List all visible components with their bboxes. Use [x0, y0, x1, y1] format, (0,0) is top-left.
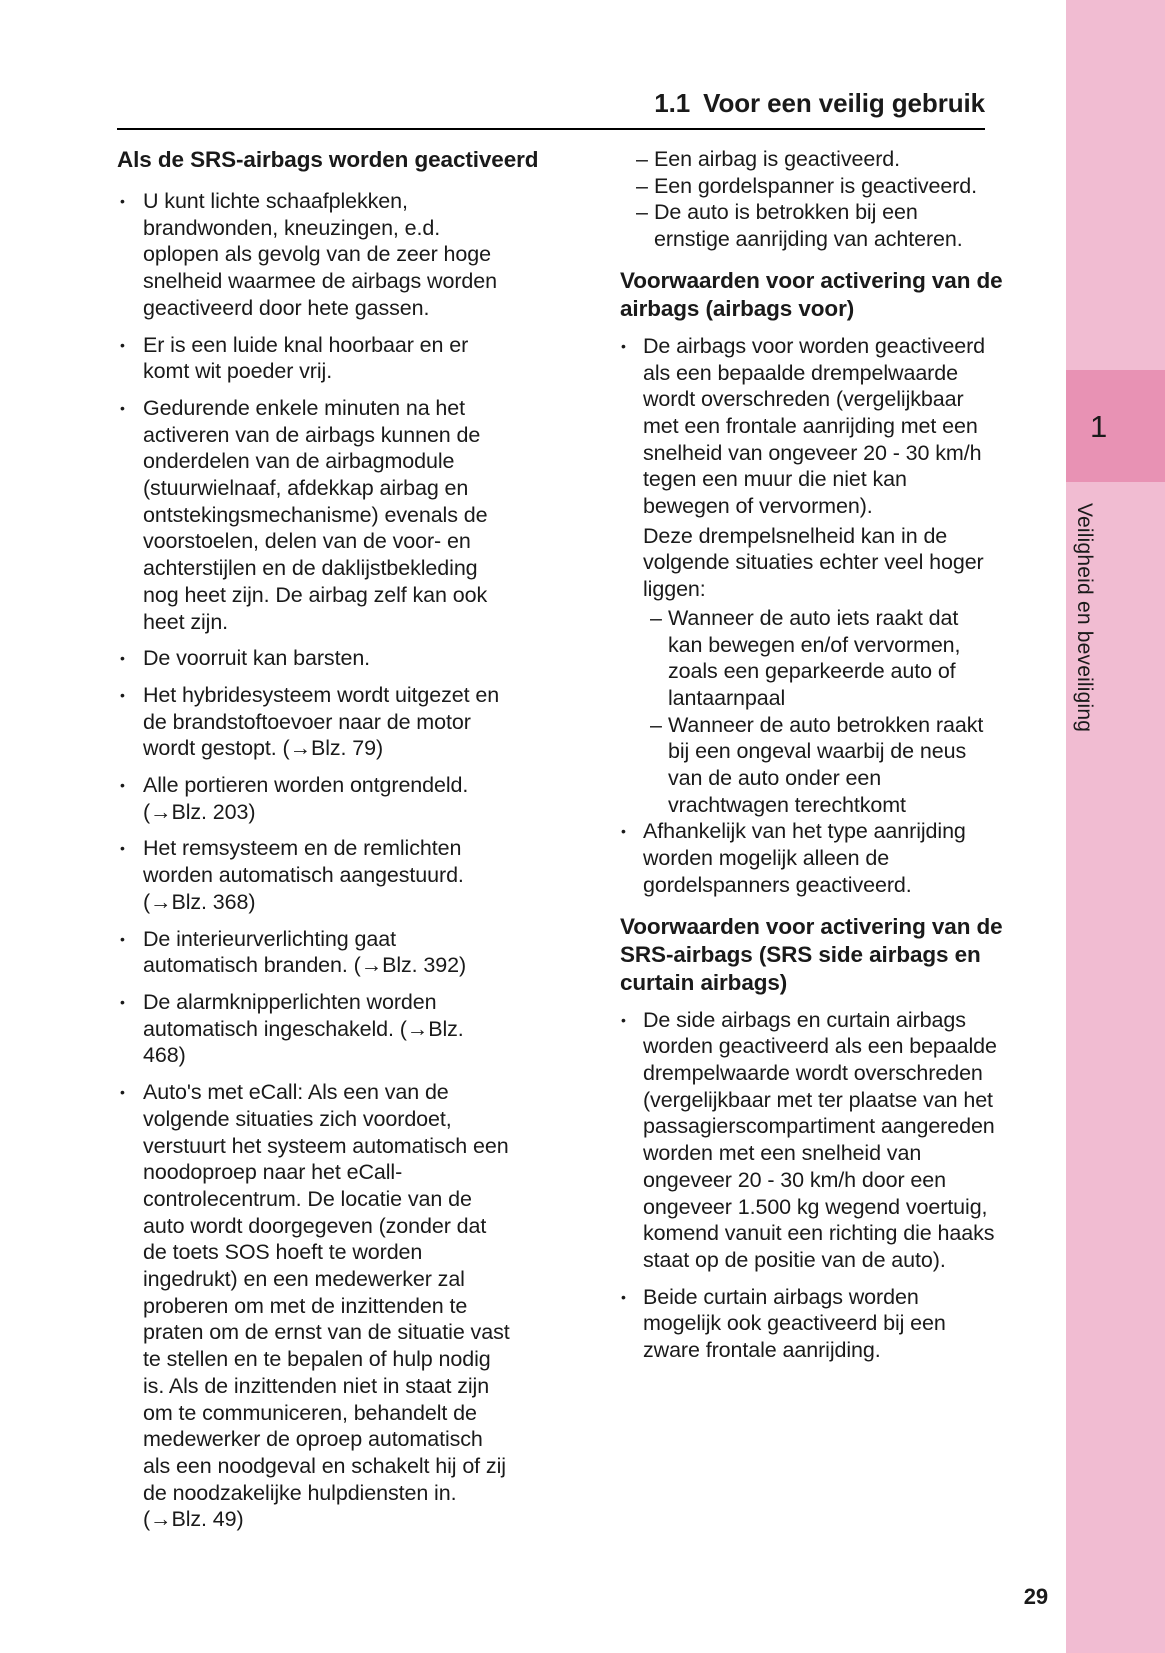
dash-icon: –: [636, 147, 648, 171]
dash-list: [636, 146, 997, 253]
bullet-list: [620, 818, 997, 898]
list-item: [636, 173, 997, 200]
bullet-list: [620, 1007, 997, 1364]
dash-icon: –: [650, 712, 662, 737]
bullet-icon: •: [621, 337, 626, 354]
bullet-list: [620, 333, 997, 520]
chapter-label: Veiligheid en beveiliging: [1073, 503, 1096, 733]
chapter-number: 1: [1090, 408, 1108, 444]
list-item-text: Het hybridesysteem wordt uitgezet en de brandstoftoevoer naar de motor wordt gestopt. (→Blz. 79): [143, 682, 500, 761]
list-item-text: Er is een luide knal hoorbaar en er komt wit poeder vrij.: [143, 332, 469, 384]
list-item-text: Auto's met eCall: Als een van de volgende situaties zich voordoet, verstuurt het systeem automatisch een noodoproep naar het eCall-controlecentrum. De locatie van de auto wordt doorgegeven (zonder dat de toets SOS hoeft te worden ingedrukt) en een medewerker zal proberen om met de inzittenden te praten om de ernst van de situatie vast te stellen en te bepalen of hulp nodig is. Als de inzittenden niet in staat zijn om te communiceren, behandelt de medewerker de oproep automatisch als een noodgeval en schakelt hij of zij de noodzakelijke hulpdiensten in. (→Blz. 49): [143, 1080, 510, 1532]
list-item: [117, 682, 510, 762]
dash-icon: –: [650, 605, 662, 630]
list-item: [620, 1284, 997, 1364]
list-item: [117, 332, 510, 385]
right-column: [620, 146, 1003, 1364]
dash-icon: –: [636, 200, 648, 225]
page-header: [117, 88, 985, 118]
left-column: [117, 146, 539, 1533]
list-item-text: Een airbag is geactiveerd.: [654, 147, 900, 171]
list-item-text: Wanneer de auto betrokken raakt bij een ongeval waarbij de neus van de auto onder een vrachtwagen terechtkomt: [668, 712, 984, 817]
dash-icon: –: [636, 173, 648, 198]
list-item: [117, 835, 510, 915]
chapter-sidebar-strip: [1066, 0, 1165, 1653]
list-item: [117, 645, 510, 672]
dash-list: [650, 605, 997, 819]
bullet-icon: •: [120, 336, 125, 353]
bullet-icon: •: [621, 1288, 626, 1305]
header-rule: [117, 128, 985, 130]
paragraph: Deze drempelsnelheid kan in de volgende situaties echter veel hoger liggen:: [643, 523, 984, 602]
list-item: [117, 926, 510, 979]
list-item-text: Alle portieren worden ontgrendeld. (→Blz. 203): [143, 773, 469, 824]
bullet-icon: •: [120, 650, 125, 667]
bullet-icon: •: [120, 993, 125, 1010]
list-item-text: Afhankelijk van het type aanrijding worden mogelijk alleen de gordelspanners geactiveerd.: [643, 819, 966, 897]
bullet-icon: •: [120, 840, 125, 857]
list-item-text: De side airbags en curtain airbags worden geactiveerd als een bepaalde drempelwaarde wordt overschreden (vergelijkbaar met ter plaatse van het passagierscompartiment aangereden worden met een snelheid van ongeveer 20 - 30 km/h door een ongeveer 1.500 kg wegend voertuig, komend vanuit een richting die haaks staat op de positie van de auto).: [643, 1007, 997, 1272]
bullet-icon: •: [621, 1011, 626, 1028]
list-item-text: Wanneer de auto iets raakt dat kan bewegen en/of vervormen, zoals een geparkeerde auto of lantaarnpaal: [668, 605, 961, 710]
bullet-icon: •: [120, 193, 125, 209]
section-heading: Als de SRS-airbags worden geactiveerd: [117, 147, 539, 172]
list-item: [117, 772, 510, 825]
list-item-text: De airbags voor worden geactiveerd als een bepaalde drempelwaarde wordt overschreden (vergelijkbaar met een frontale aanrijding met een snelheid van ongeveer 20 - 30 km/h tegen een muur die niet kan bewegen of vervormen).: [643, 333, 985, 519]
list-item-text: Een gordelspanner is geactiveerd.: [654, 173, 977, 198]
section-title: Voor een veilig gebruik: [703, 88, 985, 118]
bullet-list: [117, 188, 510, 1533]
section-heading: Voorwaarden voor activering van de SRS-airbags (SRS side airbags en curtain airbags): [620, 913, 1003, 995]
list-item-text: Het remsysteem en de remlichten worden automatisch aangestuurd. (→Blz. 368): [143, 836, 464, 914]
section-heading: Voorwaarden voor activering van de airbags (airbags voor): [620, 267, 1003, 321]
list-item-text: U kunt lichte schaafplekken, brandwonden, kneuzingen, e.d. oplopen als gevolg van de zeer hoge snelheid waarmee de airbags worden geactiveerd door hete gassen.: [143, 189, 497, 320]
bullet-icon: •: [120, 399, 125, 416]
list-item: [117, 989, 510, 1069]
list-item-text: Beide curtain airbags worden mogelijk ook geactiveerd bij een zware frontale aanrijding.: [643, 1284, 946, 1363]
chapter-tab: [1066, 370, 1165, 482]
list-item-text: De interieurverlichting gaat automatisch branden. (→Blz. 392): [143, 926, 467, 978]
list-item: [620, 818, 997, 898]
bullet-icon: •: [120, 930, 125, 947]
list-item: [636, 199, 997, 252]
list-item-text: De alarmknipperlichten worden automatisch ingeschakeld. (→Blz. 468): [143, 989, 464, 1068]
list-item: [636, 146, 997, 173]
bullet-icon: •: [120, 686, 125, 703]
list-item: [620, 333, 997, 520]
list-item-text: De voorruit kan barsten.: [143, 646, 371, 671]
bullet-icon: •: [621, 823, 626, 840]
list-item: [650, 605, 997, 712]
page-number: 29: [1023, 1584, 1048, 1609]
list-item: [117, 188, 510, 322]
bullet-icon: •: [120, 1084, 125, 1101]
bullet-icon: •: [120, 777, 125, 794]
list-item-text: Gedurende enkele minuten na het activeren van de airbags kunnen de onderdelen van de airbagmodule (stuurwielnaaf, afdekkap airbag en ontstekingsmechanisme) evenals de voorstoelen, delen van de voor- en achterstijlen en de daklijstbekleding nog heet zijn. De airbag zelf kan ook heet zijn.: [143, 395, 488, 634]
list-item: [117, 395, 510, 635]
list-item: [650, 712, 997, 819]
section-number: 1.1: [654, 88, 691, 118]
list-item: [620, 1007, 997, 1274]
list-item-text: De auto is betrokken bij een ernstige aanrijding van achteren.: [654, 200, 963, 252]
list-item: [117, 1079, 510, 1533]
